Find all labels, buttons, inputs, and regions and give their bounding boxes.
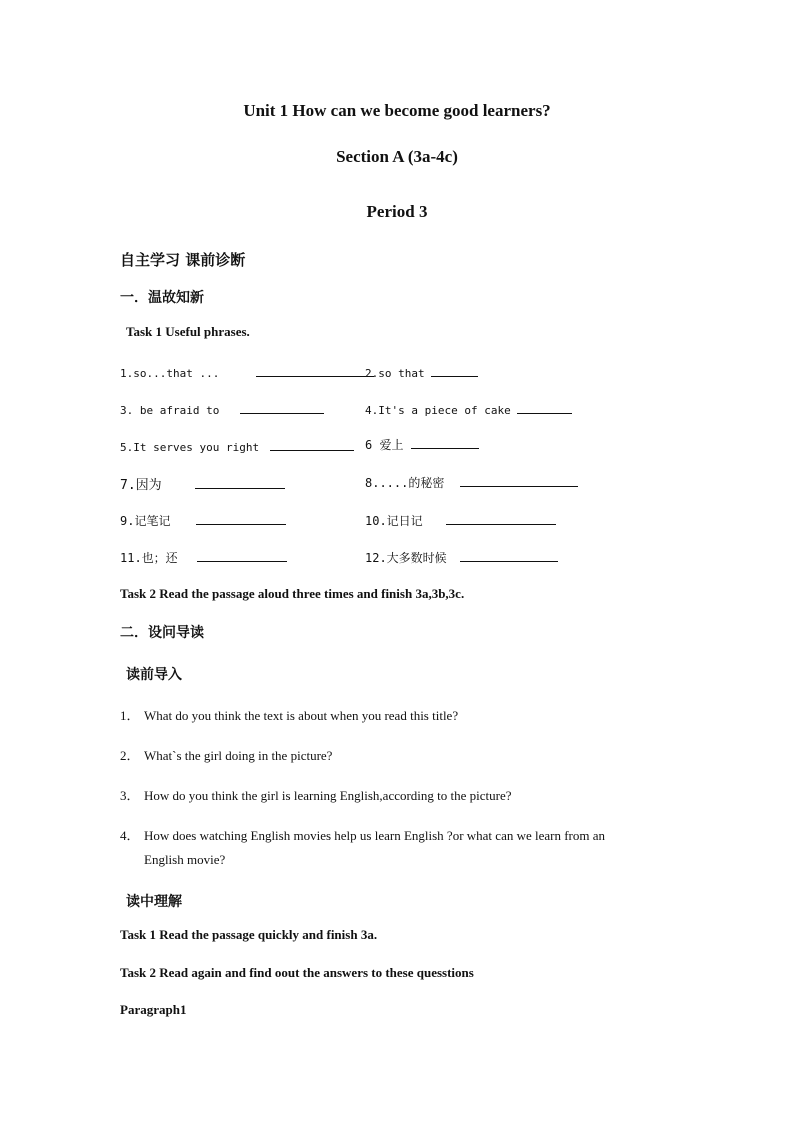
- answer-blank[interactable]: [195, 476, 285, 489]
- phrase-item: [365, 364, 478, 380]
- answer-blank[interactable]: [270, 438, 354, 451]
- period-title: Period 3: [366, 202, 428, 221]
- phrase-label: 7.因为: [120, 478, 162, 493]
- phrase-item: [365, 474, 578, 491]
- phrase-label: 4.It's a piece of cake: [365, 404, 511, 417]
- paragraph-label: Paragraph1: [120, 1002, 187, 1017]
- answer-blank[interactable]: [460, 549, 558, 562]
- phrase-item: [120, 364, 374, 380]
- phrase-label: 11.也；还: [120, 551, 178, 565]
- phrase-item: [120, 438, 354, 454]
- question-item: [120, 825, 680, 844]
- while-reading-heading: 读中理解: [126, 894, 182, 910]
- answer-blank[interactable]: [460, 474, 578, 487]
- phrase-label: 3. be afraid to: [120, 404, 220, 417]
- question-number: 3．: [120, 788, 140, 803]
- self-study-heading: 自主学习 课前诊断: [120, 251, 246, 269]
- reading-task1: Task 1 Read the passage quickly and finish 3a.: [120, 927, 378, 942]
- phrase-item: [365, 436, 479, 453]
- question-item: [120, 785, 512, 804]
- question-text: What`s the girl doing in the picture?: [144, 748, 333, 763]
- phrase-item: [120, 512, 286, 529]
- answer-blank[interactable]: [256, 364, 374, 377]
- task2-heading: Task 2 Read the passage aloud three times and finish 3a,3b,3c.: [120, 586, 465, 601]
- pre-reading-heading: 读前导入: [126, 667, 182, 683]
- question-number: 2．: [120, 748, 140, 763]
- answer-blank[interactable]: [196, 512, 286, 525]
- review-heading: 一．温故知新: [120, 290, 204, 306]
- phrase-item: [120, 401, 324, 417]
- question-text-continued: English movie?: [144, 852, 226, 867]
- phrase-item: [365, 401, 572, 417]
- phrase-label: 8.....的秘密: [365, 476, 445, 490]
- answer-blank[interactable]: [446, 512, 556, 525]
- phrase-item: [120, 549, 287, 566]
- guided-reading-heading: 二．设问导读: [120, 625, 204, 641]
- phrase-label: 5.It serves you right: [120, 441, 260, 454]
- phrase-item: [365, 512, 556, 529]
- question-text: How do you think the girl is learning English,according to the picture?: [144, 788, 512, 803]
- phrase-label: 6 爱上: [365, 438, 404, 452]
- phrase-label: 1.so...that ...: [120, 367, 220, 380]
- phrase-label: 10.记日记: [365, 514, 423, 528]
- question-text: What do you think the text is about when you read this title?: [144, 708, 459, 723]
- reading-task2: Task 2 Read again and find oout the answers to these quesstions: [120, 965, 474, 980]
- section-title: Section A (3a-4c): [336, 147, 458, 166]
- question-number: 4．: [120, 828, 140, 843]
- question-item: [120, 705, 458, 724]
- phrase-item: [365, 549, 558, 566]
- answer-blank[interactable]: [411, 436, 479, 449]
- task1-heading: Task 1 Useful phrases.: [126, 324, 250, 339]
- question-item: [120, 745, 332, 764]
- answer-blank[interactable]: [240, 401, 324, 414]
- answer-blank[interactable]: [517, 401, 572, 414]
- document-title: Unit 1 How can we become good learners?: [243, 101, 551, 120]
- answer-blank[interactable]: [431, 364, 478, 377]
- answer-blank[interactable]: [197, 549, 287, 562]
- phrase-label: 12.大多数时候: [365, 551, 447, 565]
- question-text: How does watching English movies help us learn English ?or what can we learn from an: [144, 828, 606, 843]
- phrase-item: [120, 474, 285, 493]
- phrase-label: 2.so that: [365, 367, 425, 380]
- phrase-label: 9.记笔记: [120, 514, 171, 528]
- question-number: 1．: [120, 708, 140, 723]
